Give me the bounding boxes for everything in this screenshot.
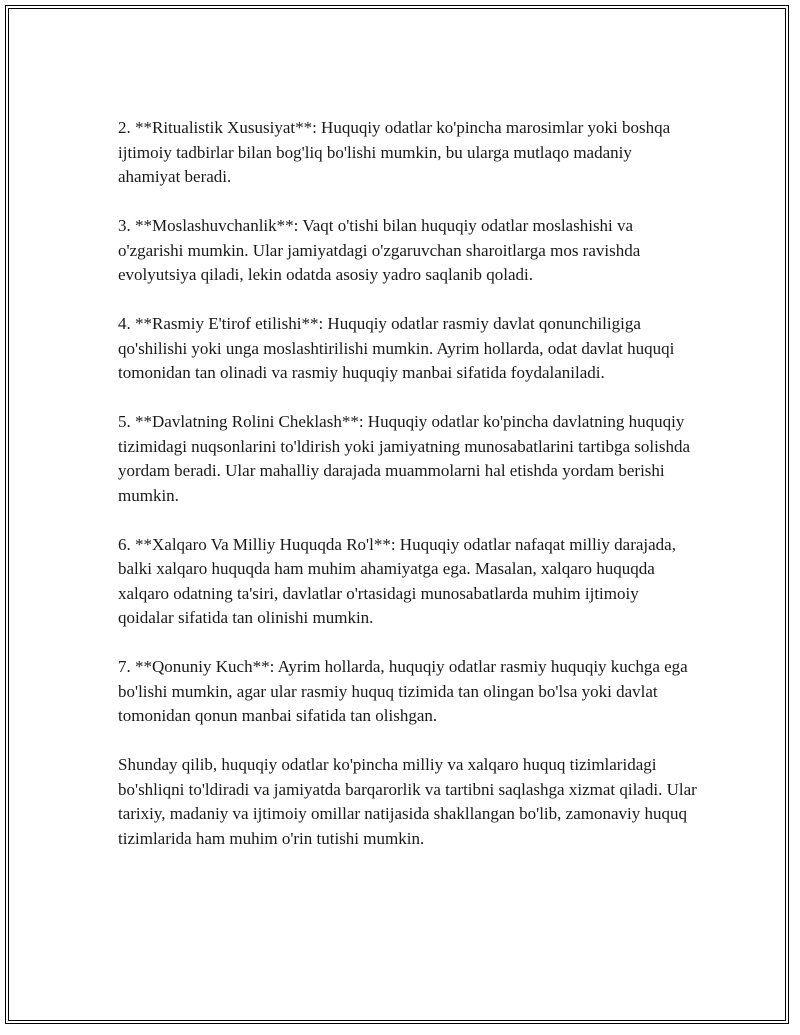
document-body (118, 116, 698, 876)
paragraph-rasmiy-etirof: 4. **Rasmiy E'tirof etilishi**: Huquqiy odatlar rasmiy davlat qonunchiligiga qo'shilishi yoki unga moslashtirilishi mumkin. Ayrim hollarda, odat davlat huquqi tomonidan tan olinadi va rasmiy huquqiy manbai sifatida foydalaniladi. (118, 314, 675, 382)
paragraph-ritualistik-xususiyat: 2. **Ritualistik Xususiyat**: Huquqiy odatlar ko'pincha marosimlar yoki boshqa ijtimoiy tadbirlar bilan bog'liq bo'lishi mumkin, bu ularga mutlaqo madaniy ahamiyat beradi. (118, 118, 671, 186)
paragraph-moslashuvchanlik: 3. **Moslashuvchanlik**: Vaqt o'tishi bilan huquqiy odatlar moslashishi va o'zgarishi mumkin. Ular jamiyatdagi o'zgaruvchan sharoitlarga mos ravishda evolyutsiya qiladi, lekin odatda asosiy yadro saqlanib qoladi. (118, 216, 641, 284)
paragraph-qonuniy-kuch: 7. **Qonuniy Kuch**: Ayrim hollarda, huquqiy odatlar rasmiy huquqiy kuchga ega bo'lishi mumkin, agar ular rasmiy huquq tizimida tan olingan bo'lsa yoki davlat tomonidan qonun manbai sifatida tan olishgan. (118, 657, 688, 725)
paragraph-conclusion: Shunday qilib, huquqiy odatlar ko'pincha milliy va xalqaro huquq tizimlaridagi bo'shliqni to'ldiradi va jamiyatda barqarorlik va tartibni saqlashga xizmat qiladi. Ular tarixiy, madaniy va ijtimoiy omillar natijasida shakllangan bo'lib, zamonaviy huquq tizimlarida ham muhim o'rin tutishi mumkin. (118, 755, 697, 848)
paragraph-xalqaro-va-milliy: 6. **Xalqaro Va Milliy Huquqda Ro'l**: Huquqiy odatlar nafaqat milliy darajada, balki xalqaro huquqda ham muhim ahamiyatga ega. Masalan, xalqaro huquqda xalqaro odatning ta'siri, davlatlar o'rtasidagi munosabatlarda muhim ijtimoiy qoidalar sifatida tan olinishi mumkin. (118, 534, 676, 627)
paragraph-davlatning-rolini-cheklash: 5. **Davlatning Rolini Cheklash**: Huquqiy odatlar ko'pincha davlatning huquqiy tizimidagi nuqsonlarini to'ldirish yoki jamiyatning munosabatlarini tartibga solishda yordam beradi. Ular mahalliy darajada muammolarni hal etishda yordam berishi mumkin. (118, 412, 691, 505)
